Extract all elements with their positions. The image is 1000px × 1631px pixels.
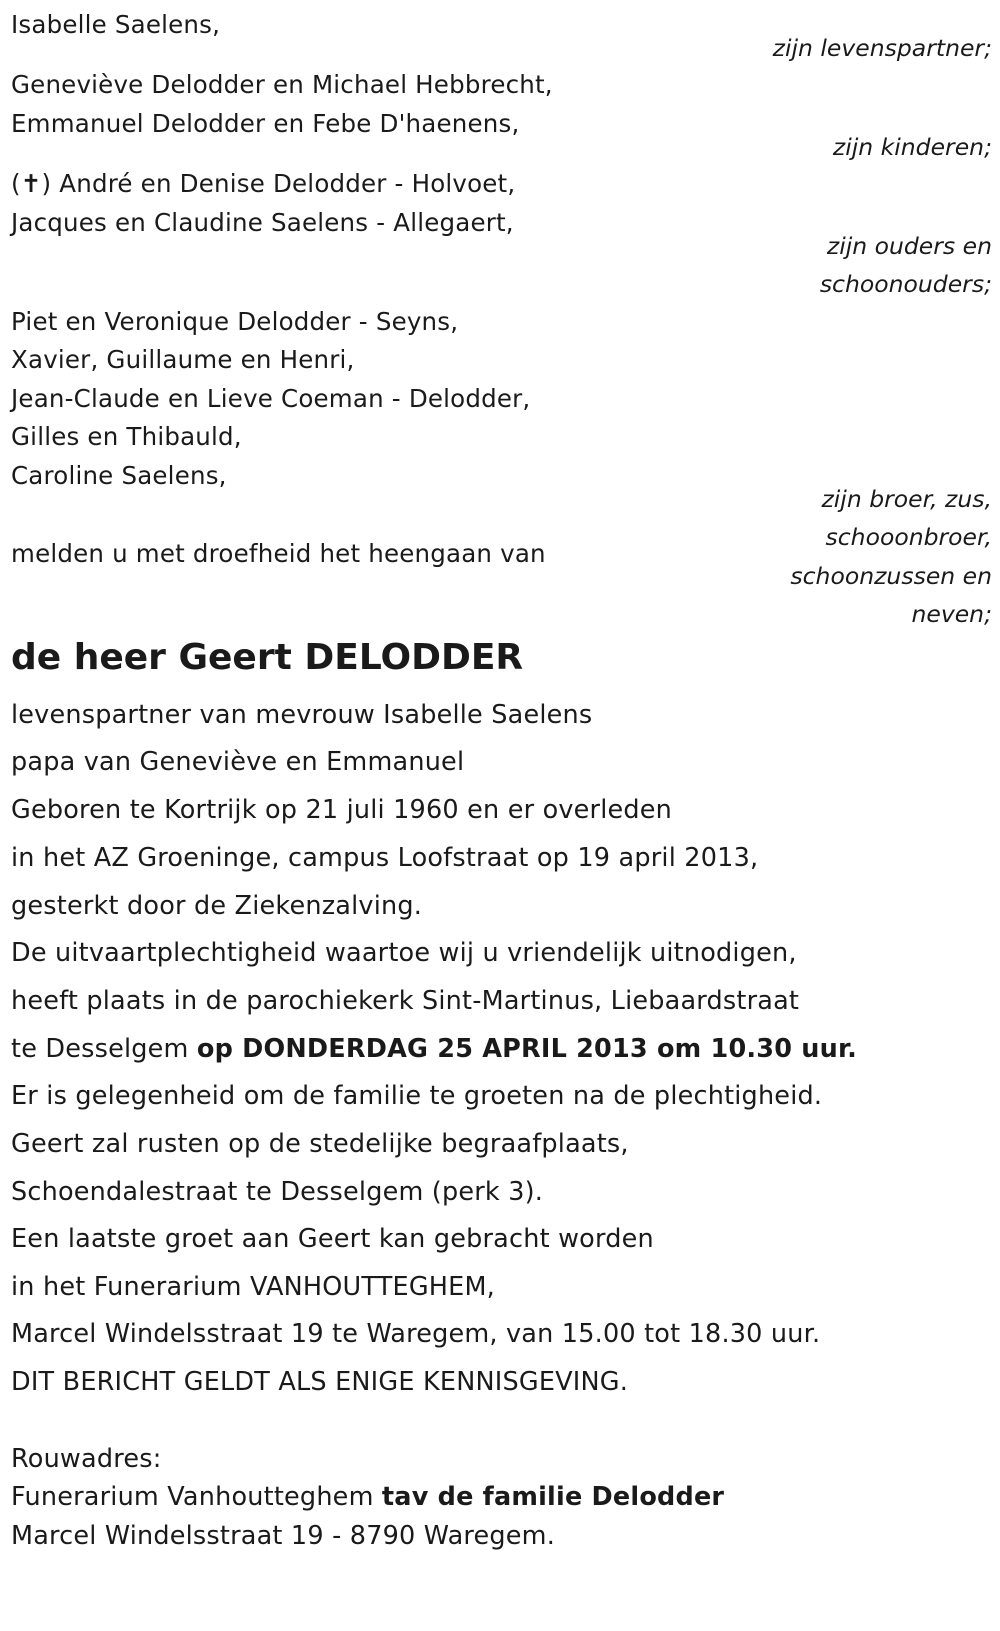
detail-line: in het Funerarium VANHOUTTEGHEM, [11, 1272, 495, 1302]
sibling-line: Xavier, Guillaume en Henri, [11, 345, 355, 374]
sibling-line: Jean-Claude en Lieve Coeman - Delodder, [11, 384, 531, 413]
detail-line: levenspartner van mevrouw Isabelle Saelens [11, 700, 593, 730]
role-siblings: zijn broer, zus, [821, 485, 992, 513]
funeral-date: op DONDERDAG 25 APRIL 2013 om 10.30 uur. [196, 1034, 857, 1064]
role-siblings: schoonzussen en [790, 562, 992, 590]
address-line: Funerarium Vanhoutteghem tav de familie Delodder [11, 1482, 725, 1512]
detail-line: Marcel Windelsstraat 19 te Waregem, van 15.00 tot 18.30 uur. [11, 1319, 821, 1349]
address-label: Rouwadres: [11, 1444, 162, 1474]
sibling-line: Gilles en Thibauld, [11, 422, 242, 451]
child-line: Emmanuel Delodder en Febe D'haenens, [11, 109, 520, 138]
detail-line: Een laatste groet aan Geert kan gebracht worden [11, 1224, 654, 1254]
detail-line: De uitvaartplechtigheid waartoe wij u vriendelijk uitnodigen, [11, 938, 797, 968]
notice-line: DIT BERICHT GELDT ALS ENIGE KENNISGEVING. [11, 1367, 629, 1397]
funeral-date-line: te Desselgem op DONDERDAG 25 APRIL 2013 om 10.30 uur. [11, 1034, 857, 1064]
detail-line: gesterkt door de Ziekenzalving. [11, 891, 423, 921]
parents-line: Jacques en Claudine Saelens - Allegaert, [11, 208, 514, 237]
deceased-name: de heer Geert DELODDER [11, 637, 524, 678]
child-line: Geneviève Delodder en Michael Hebbrecht, [11, 70, 553, 99]
detail-line: Geert zal rusten op de stedelijke begraafplaats, [11, 1129, 629, 1159]
sibling-line: Caroline Saelens, [11, 461, 227, 490]
announcement: melden u met droefheid het heengaan van [11, 539, 546, 568]
role-partner: zijn levenspartner; [772, 34, 992, 62]
role-children: zijn kinderen; [832, 133, 992, 161]
address-line: Marcel Windelsstraat 19 - 8790 Waregem. [11, 1521, 556, 1551]
sibling-line: Piet en Veronique Delodder - Seyns, [11, 307, 459, 336]
partner-name: Isabelle Saelens, [11, 10, 221, 39]
role-siblings: schooonbroer, [825, 523, 992, 551]
role-parents: zijn ouders en [826, 232, 992, 260]
detail-line: in het AZ Groeninge, campus Loofstraat op 19 april 2013, [11, 843, 759, 873]
detail-line: Geboren te Kortrijk op 21 juli 1960 en er overleden [11, 795, 673, 825]
detail-line: Schoendalestraat te Desselgem (perk 3). [11, 1177, 544, 1207]
detail-line: heeft plaats in de parochiekerk Sint-Martinus, Liebaardstraat [11, 986, 800, 1016]
detail-line: Er is gelegenheid om de familie te groeten na de plechtigheid. [11, 1081, 823, 1111]
role-siblings: neven; [911, 600, 992, 628]
detail-line: papa van Geneviève en Emmanuel [11, 747, 465, 777]
role-parents: schoonouders; [819, 270, 992, 298]
cross-icon: (✝) [11, 169, 52, 198]
parents-line: (✝) André en Denise Delodder - Holvoet, [11, 169, 516, 198]
